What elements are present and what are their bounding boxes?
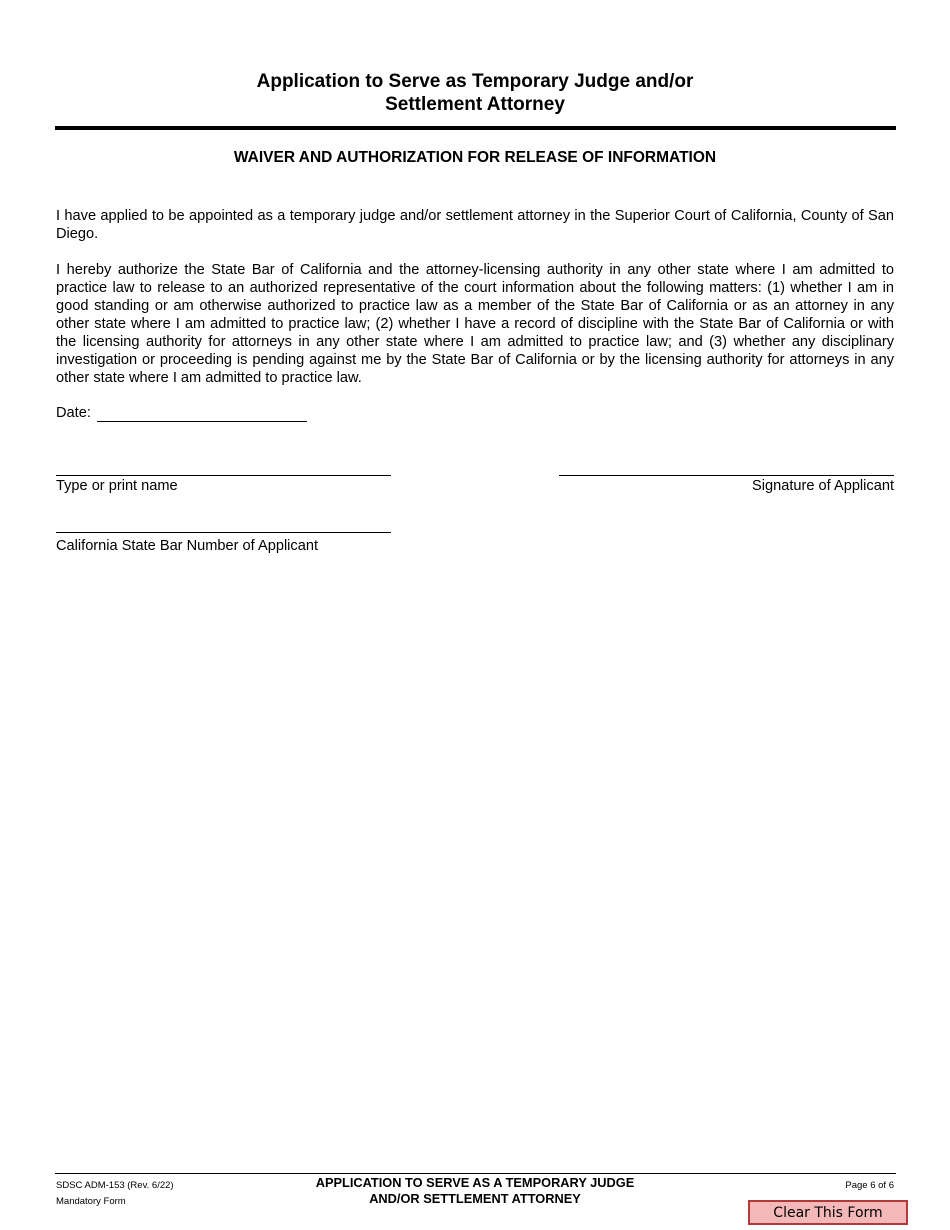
form-title xyxy=(0,70,950,116)
form-id: SDSC ADM-153 (Rev. 6/22) xyxy=(56,1180,174,1191)
signature-field[interactable] xyxy=(559,475,894,476)
signature-label: Signature of Applicant xyxy=(752,478,894,494)
section-heading: WAIVER AND AUTHORIZATION FOR RELEASE OF INFORMATION xyxy=(233,149,717,166)
bar-number-label: California State Bar Number of Applicant xyxy=(56,538,319,554)
date-field[interactable] xyxy=(97,421,307,422)
footer-divider xyxy=(55,1173,896,1174)
authorization-paragraph: I hereby authorize the State Bar of California and the attorney-licensing authority in any other state where I am admitted to practice law to release to an authorized representative of the court information about the following matters: (1) whether I am in good standing or am otherwise authorized to practice law as a member of the State Bar of California or as an attorney in any other state where I am admitted to practice law; (2) whether I have a record of discipline with the State Bar of California or with the licensing authority for attorneys in any other state where I am admitted to practice law; and (3) whether any disciplinary investigation or proceeding is pending against me by the State Bar of California or by the licensing authority for attorneys in any other state where I am admitted to practice law. xyxy=(56,262,894,386)
footer-title-line1: APPLICATION TO SERVE AS A TEMPORARY JUDGE xyxy=(315,1175,635,1190)
print-name-field[interactable] xyxy=(56,475,391,476)
print-name-label: Type or print name xyxy=(56,478,178,494)
header-divider xyxy=(55,126,896,130)
page-number: Page 6 of 6 xyxy=(845,1180,894,1191)
date-label: Date: xyxy=(56,405,91,421)
clear-form-button[interactable]: Clear This Form xyxy=(748,1200,908,1225)
form-type: Mandatory Form xyxy=(56,1196,126,1207)
form-title-line1: Application to Serve as Temporary Judge and/or xyxy=(256,71,694,92)
bar-number-field[interactable] xyxy=(56,532,391,533)
intro-paragraph: I have applied to be appointed as a temporary judge and/or settlement attorney in the Superior Court of California, County of San Diego. xyxy=(56,208,894,242)
footer-title-line2: AND/OR SETTLEMENT ATTORNEY xyxy=(369,1191,581,1206)
form-title-line2: Settlement Attorney xyxy=(385,94,565,115)
